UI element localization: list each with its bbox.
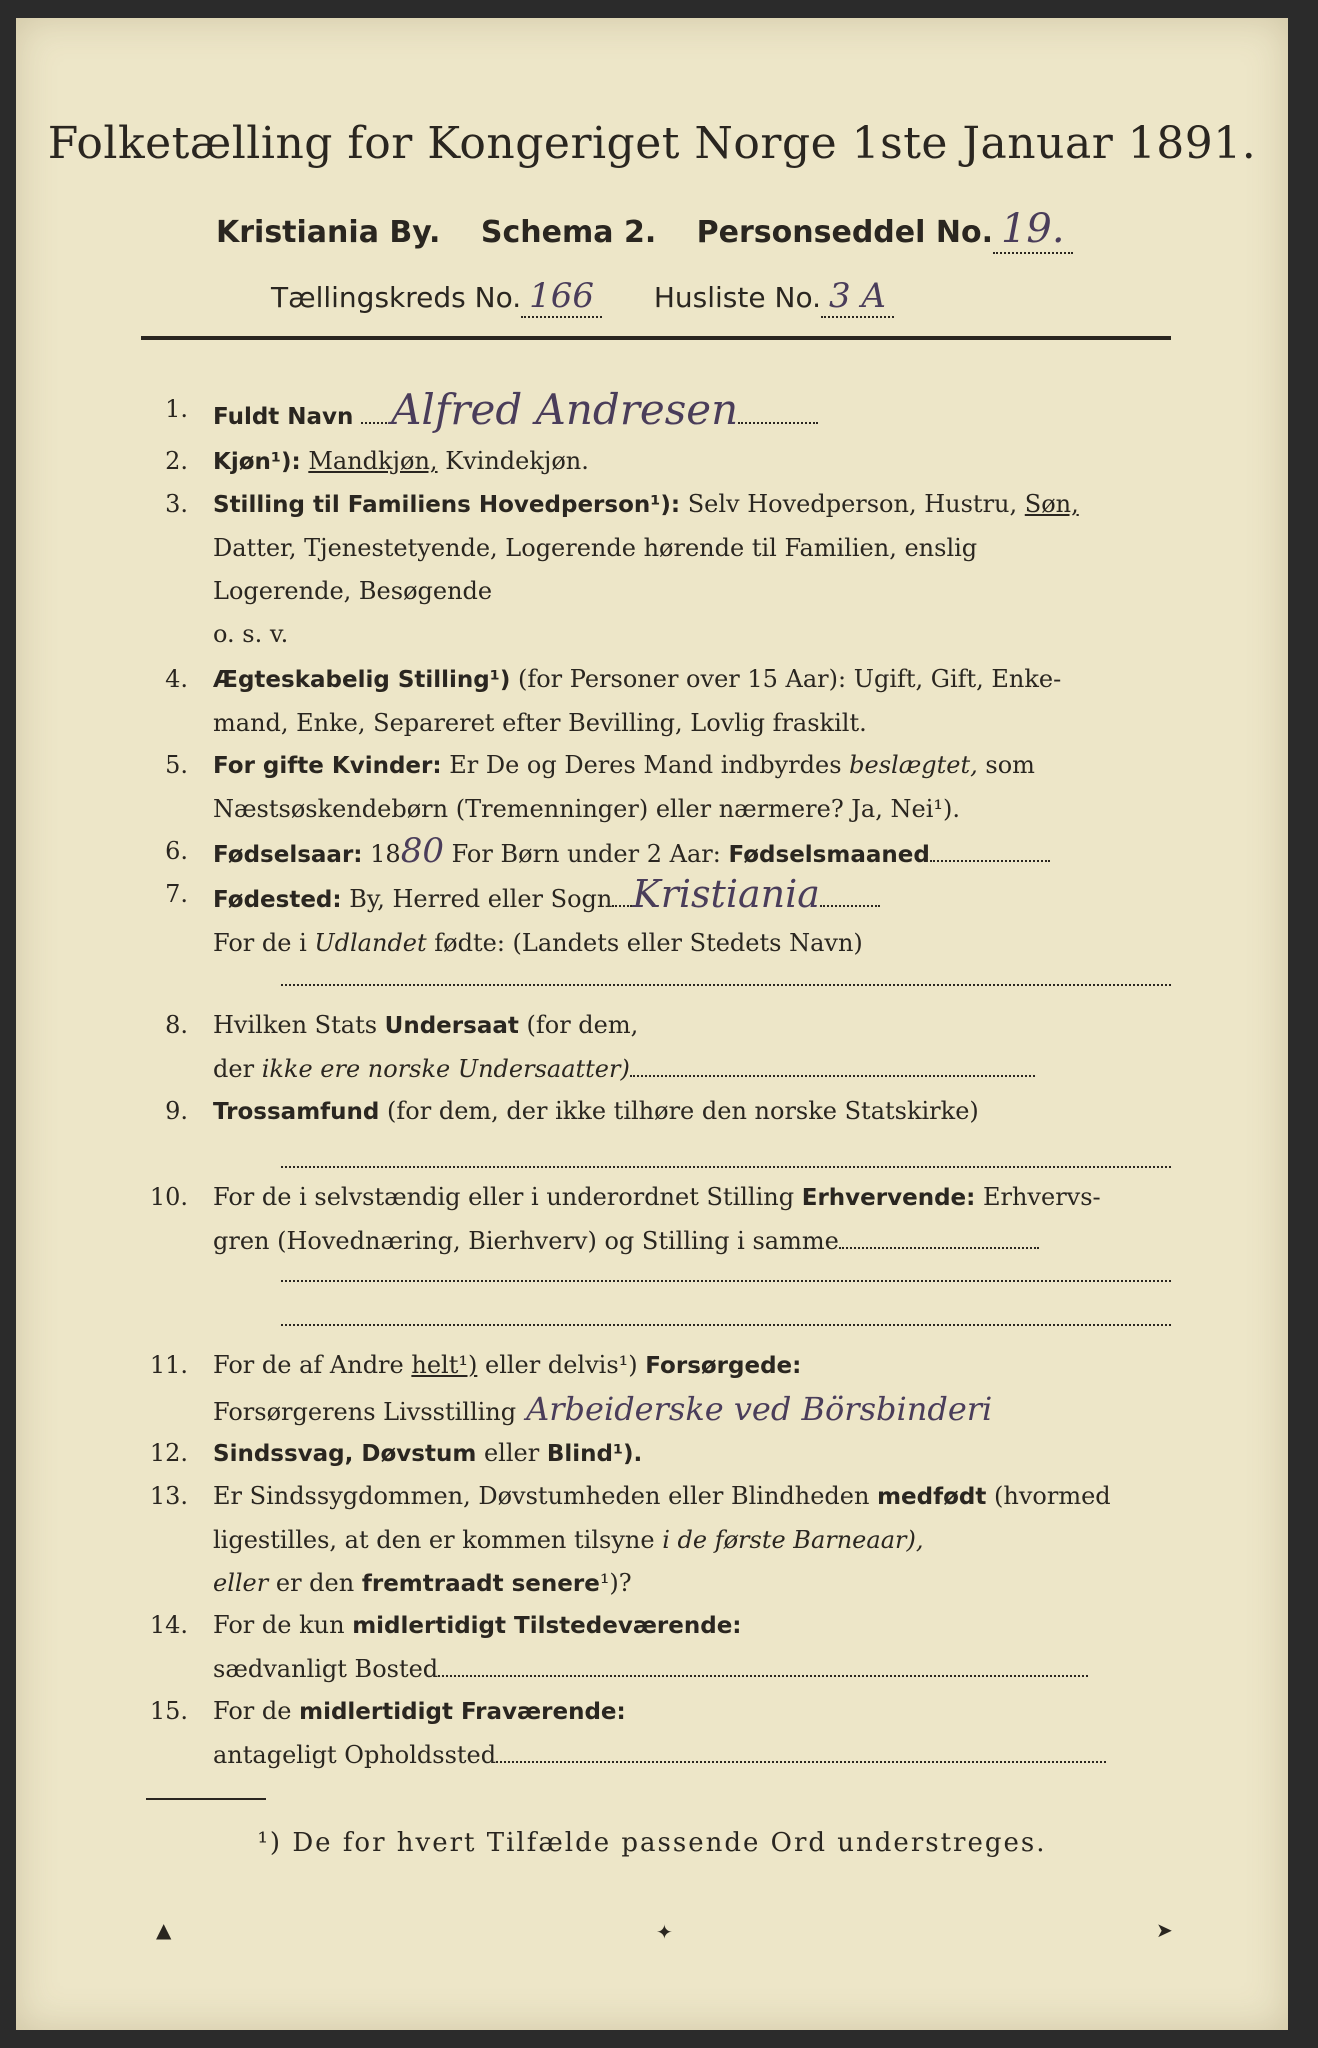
answer-birth-year: 80	[400, 831, 444, 871]
question-text: sædvanligt Bosted	[213, 1655, 439, 1683]
answer-birthplace: Kristiania	[632, 872, 820, 916]
question-text: (hvormed	[994, 1482, 1111, 1510]
question-text: Datter, Tjenestetyende, Logerende hørende til Familien, enslig	[213, 534, 978, 562]
question-text: helt¹)	[411, 1351, 478, 1379]
blank-line	[281, 1280, 1171, 1282]
question-text: (for dem,	[526, 1011, 639, 1039]
question-text: For de kun	[213, 1611, 345, 1639]
personseddel-label: Personseddel No.	[696, 215, 993, 250]
question-text: Logerende, Besøgende	[213, 577, 493, 605]
registration-mark-icon: ➤	[1156, 1918, 1173, 1942]
question-2	[136, 440, 1186, 484]
blank-line	[281, 1166, 1171, 1168]
question-text: er den	[275, 1569, 355, 1597]
question-text: Næstsøskendebørn (Tremenninger) eller nærmere? Ja, Nei¹).	[213, 795, 960, 823]
question-text: der	[213, 1055, 255, 1083]
question-text: i de første Barneaar),	[662, 1526, 924, 1554]
question-text: (for dem, der ikke tilhøre den norske Statskirke)	[387, 1097, 979, 1125]
kreds-label: Tællingskreds No.	[271, 281, 522, 314]
question-label: Ægteskabelig Stilling¹)	[213, 667, 511, 693]
question-text: Selv Hovedperson, Hustru,	[687, 490, 1018, 518]
question-label: midlertidigt Fraværende:	[299, 1699, 626, 1725]
question-text: fremtraadt senere	[361, 1571, 600, 1597]
question-text: For de i selvstændig eller i underordnet Stilling	[213, 1183, 795, 1211]
question-text: antageligt Opholdssted	[213, 1741, 497, 1769]
question-label: Kjøn¹):	[213, 449, 301, 475]
question-number: 3.	[165, 490, 188, 518]
question-label: Stilling til Familiens Hovedperson¹):	[213, 492, 681, 518]
question-6	[136, 830, 1186, 877]
question-text: gren (Hovednæring, Bierhverv) og Stilling i samme	[213, 1227, 839, 1255]
question-text: For de	[213, 1697, 292, 1725]
question-text: eller	[483, 1439, 540, 1467]
question-9	[136, 1090, 1186, 1134]
question-text: beslægtet,	[849, 751, 978, 779]
question-text: Fødselsmaaned	[728, 842, 930, 868]
question-number: 5.	[165, 751, 188, 779]
form-title: Folketælling for Kongeriget Norge 1ste Januar 1891.	[47, 118, 1257, 169]
question-12	[136, 1432, 1186, 1476]
husliste-number: 3 A	[821, 276, 894, 318]
question-text: Udlandet	[314, 929, 427, 957]
question-15	[136, 1690, 1186, 1777]
question-number: 12.	[149, 1439, 188, 1467]
question-label: Sindssvag, Døvstum	[213, 1441, 477, 1467]
question-number: 13.	[149, 1482, 188, 1510]
question-10	[136, 1176, 1186, 1263]
question-text: Blind¹).	[546, 1441, 643, 1467]
question-1	[136, 385, 1186, 439]
registration-mark-icon: ✦	[656, 1920, 673, 1944]
question-number: 1.	[165, 395, 188, 423]
question-8	[136, 1004, 1186, 1091]
question-number: 2.	[165, 447, 188, 475]
question-label: Trossamfund	[213, 1099, 380, 1125]
question-text: 18	[370, 840, 401, 868]
form-subtitle	[216, 206, 1073, 254]
option-female: Kvindekjøn.	[445, 447, 589, 475]
question-text: For Børn under 2 Aar:	[451, 840, 721, 868]
question-text: (for Personer over 15 Aar): Ugift, Gift, Enke-	[517, 665, 1062, 693]
blank-line	[281, 984, 1171, 986]
question-7	[136, 873, 1186, 965]
question-text: Erhvervs-	[982, 1183, 1101, 1211]
question-5	[136, 744, 1186, 831]
question-text: Er De og Deres Mand indbyrdes	[449, 751, 842, 779]
question-text: ikke ere norske Undersaatter)	[261, 1055, 630, 1083]
question-label: medfødt	[877, 1484, 987, 1510]
personseddel-number: 19.	[993, 206, 1073, 254]
question-number: 14.	[149, 1611, 188, 1639]
form-subtitle-2	[271, 276, 894, 318]
question-text: eller	[213, 1569, 269, 1597]
question-label: Forsørgede:	[645, 1353, 802, 1379]
question-text: ¹)?	[599, 1569, 632, 1597]
question-number: 10.	[149, 1183, 188, 1211]
question-label: For gifte Kvinder:	[213, 753, 442, 779]
question-label: Fuldt Navn	[213, 404, 354, 430]
question-text: som	[985, 751, 1035, 779]
schema-label: Schema 2.	[480, 215, 657, 250]
question-number: 6.	[165, 837, 188, 865]
footnote-divider	[146, 1798, 266, 1800]
question-number: 7.	[165, 880, 188, 908]
question-text: eller delvis¹)	[484, 1351, 638, 1379]
header-divider	[141, 336, 1171, 340]
husliste-label: Husliste No.	[653, 281, 821, 314]
question-number: 4.	[165, 665, 188, 693]
question-text: Forsørgerens Livsstilling	[213, 1398, 517, 1426]
question-14	[136, 1604, 1186, 1691]
registration-mark-icon: ▲	[156, 1918, 172, 1942]
question-4	[136, 658, 1186, 745]
question-label: Erhvervende:	[801, 1185, 976, 1211]
question-text: By, Herred eller Sogn	[349, 885, 613, 913]
question-text: For de af Andre	[213, 1351, 404, 1379]
footnote: ¹) De for hvert Tilfælde passende Ord understreges.	[257, 1828, 1047, 1858]
kreds-number: 166	[521, 276, 602, 318]
question-3	[136, 483, 1186, 656]
question-text: Hvilken Stats	[213, 1011, 378, 1039]
question-text: fødte: (Landets eller Stedets Navn)	[434, 929, 863, 957]
answer-name: Alfred Andresen	[391, 385, 739, 434]
question-text: o. s. v.	[213, 620, 289, 648]
question-label: Fødested:	[213, 887, 342, 913]
question-text: mand, Enke, Separeret efter Bevilling, Lovlig fraskilt.	[213, 709, 867, 737]
city-label: Kristiania By.	[216, 215, 441, 250]
question-number: 15.	[149, 1697, 188, 1725]
answer-provider-occupation: Arbeiderske ved Börsbinderi	[526, 1390, 993, 1428]
question-label: Fødselsaar:	[213, 842, 363, 868]
question-text: ligestilles, at den er kommen tilsyne	[213, 1526, 655, 1554]
option-son: Søn,	[1024, 490, 1079, 518]
question-number: 9.	[165, 1097, 188, 1125]
question-13	[136, 1475, 1186, 1606]
option-male: Mandkjøn,	[308, 447, 438, 475]
census-form	[16, 18, 1288, 2030]
blank-line	[281, 1324, 1171, 1326]
question-number: 11.	[149, 1351, 188, 1379]
question-text: For de i	[213, 929, 307, 957]
question-text: Er Sindssygdommen, Døvstumheden eller Blindheden	[213, 1482, 870, 1510]
question-label: Undersaat	[384, 1013, 519, 1039]
question-number: 8.	[165, 1011, 188, 1039]
question-label: midlertidigt Tilstedeværende:	[352, 1613, 742, 1639]
question-11	[136, 1344, 1186, 1434]
